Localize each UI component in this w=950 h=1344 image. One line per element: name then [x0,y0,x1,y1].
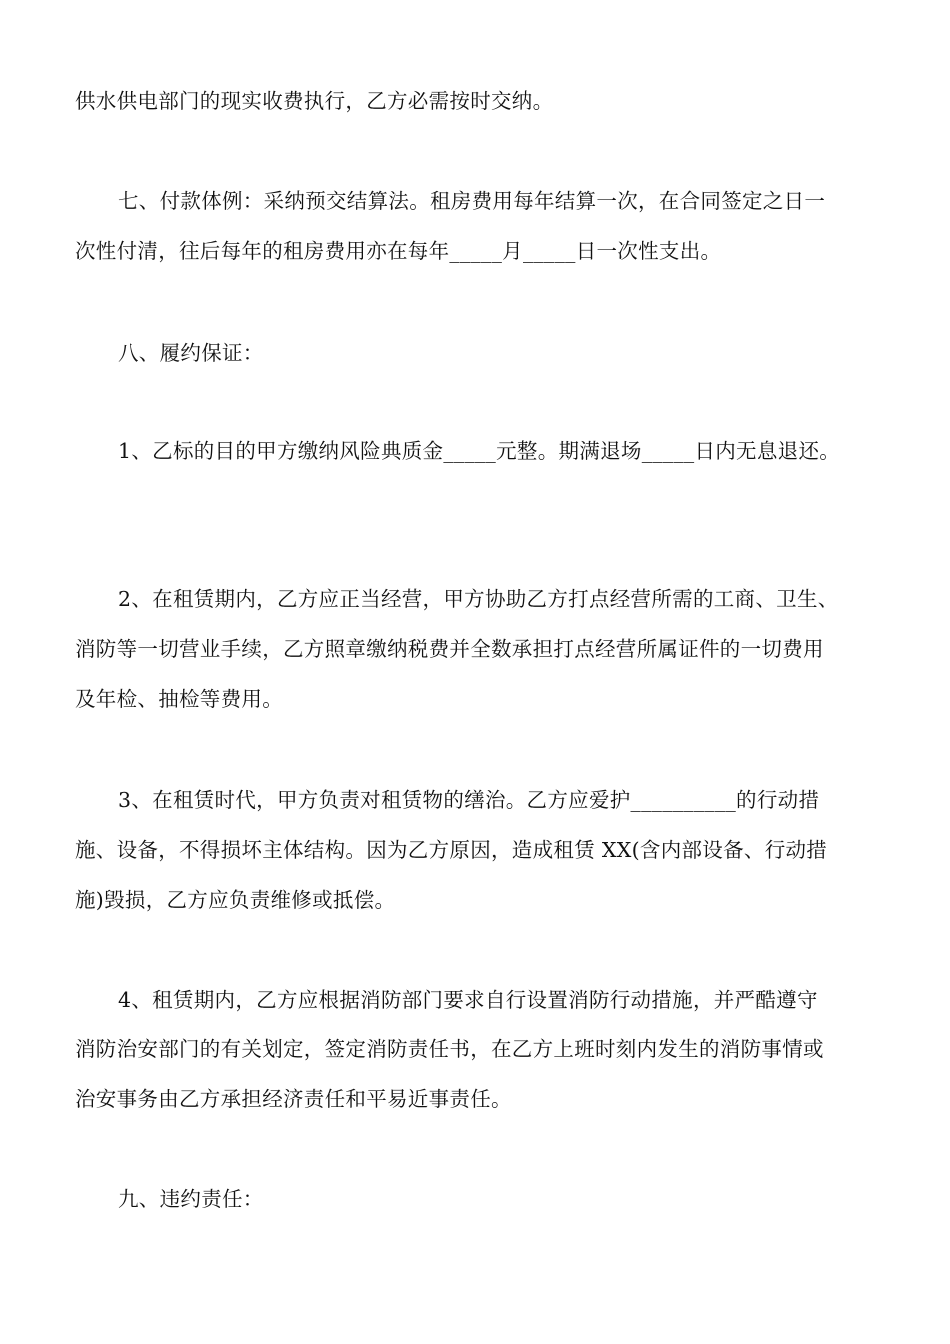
text-line: 3、在租赁时代，甲方负责对租赁物的缮治。乙方应爱护__________的行动措 [118,788,820,812]
text-line: 供水供电部门的现实收费执行，乙方必需按时交纳。 [75,89,554,113]
text-line: 九、违约责任： [118,1187,264,1211]
text-line: 2、在租赁期内，乙方应正当经营，甲方协助乙方打点经营所需的工商、卫生、 [118,587,839,611]
text-line: 消防等一切营业手续，乙方照章缴纳税费并全数承担打点经营所属证件的一切费用 [75,637,824,661]
text-line: 治安事务由乙方承担经济责任和平易近事责任。 [75,1087,512,1111]
text-line: 消防治安部门的有关划定，签定消防责任书，在乙方上班时刻内发生的消防事情或 [75,1037,824,1061]
text-line: 施)毁损，乙方应负责维修或抵偿。 [75,888,396,912]
text-line: 1、乙标的目的甲方缴纳风险典质金_____元整。期满退场_____日内无息退还。 [118,439,841,463]
text-line: 4、租赁期内，乙方应根据消防部门要求自行设置消防行动措施，并严酷遵守 [118,988,818,1012]
text-line: 八、履约保证： [118,341,264,365]
text-line: 七、付款体例：采纳预交结算法。租房费用每年结算一次，在合同签定之日一 [118,189,826,213]
text-line: 次性付清，往后每年的租房费用亦在每年_____月_____日一次性支出。 [75,239,722,263]
text-line: 施、设备，不得损坏主体结构。因为乙方原因，造成租赁 XX(含内部设备、行动措 [75,838,828,862]
text-line: 及年检、抽检等费用。 [75,687,283,711]
